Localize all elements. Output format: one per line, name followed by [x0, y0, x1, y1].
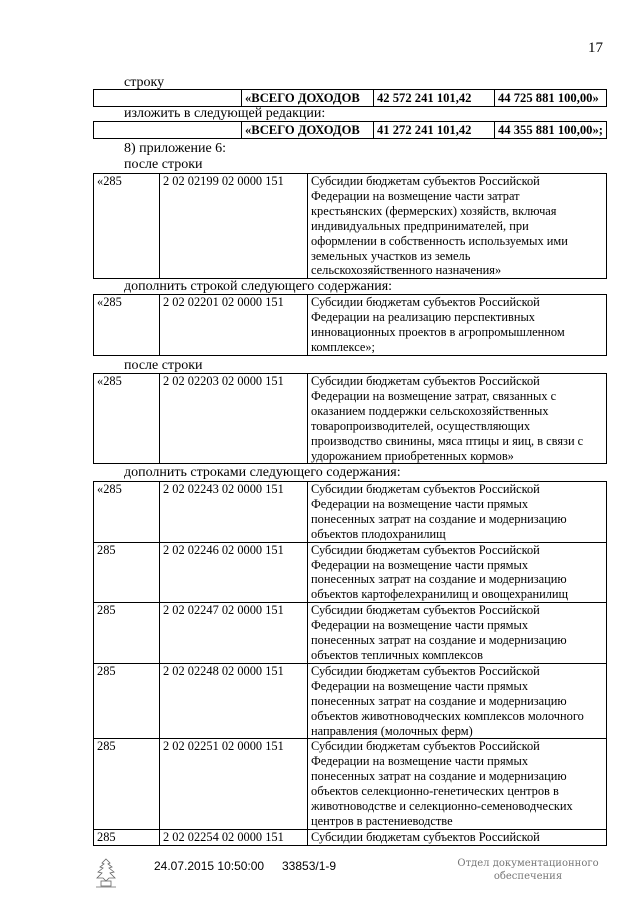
kbk-code-cell: 2 02 02247 02 0000 151 [160, 603, 308, 664]
description-line: Федерации на реализацию перспективных [311, 309, 535, 324]
line-izlozhit: изложить в следующей редакции: [124, 106, 326, 121]
description-cell [308, 829, 607, 845]
stamp-line-2: обеспечения [493, 871, 563, 882]
table-row [94, 739, 607, 829]
line-dopolnit-strokami: дополнить строками следующего содержания: [124, 465, 401, 480]
description-line: земельных участков из земель [311, 248, 471, 263]
page-number: 17 [588, 40, 603, 56]
totals-table-old [93, 89, 607, 107]
description-line: оформлении в собственность используемых ими [311, 233, 568, 248]
kbk-code-cell: 2 02 02199 02 0000 151 [160, 174, 308, 279]
table-row [94, 482, 607, 543]
admin-code-cell: «285 [94, 482, 160, 543]
description-line: индивидуальных предпринимателей, при [311, 218, 529, 233]
kbk-code-cell: 2 02 02243 02 0000 151 [160, 482, 308, 543]
description-line: центров в растениеводстве [311, 813, 453, 828]
description-cell [308, 603, 607, 664]
description-line: Субсидии бюджетам субъектов Российской [311, 542, 540, 557]
description-line: Субсидии бюджетам субъектов Российской [311, 174, 540, 188]
description-line: понесенных затрат на создание и модернизацию [311, 633, 567, 648]
table-row [94, 374, 607, 464]
description-line: Федерации на возмещение части прямых [311, 754, 529, 769]
coat-of-arms-icon [92, 857, 120, 889]
description-line: понесенных затрат на создание и модернизацию [311, 511, 567, 526]
description-line: сельскохозяйственного назначения» [311, 263, 502, 278]
description-cell [308, 295, 607, 356]
table-row [94, 829, 607, 845]
line-stroku: строку [124, 75, 165, 90]
admin-code-cell: 285 [94, 542, 160, 603]
description-line: животноводстве и селекционно-семеноводческих [311, 799, 573, 814]
kbk-code-cell: 2 02 02248 02 0000 151 [160, 663, 308, 739]
description-line: крестьянских (фермерских) хозяйств, включая [311, 203, 557, 218]
description-line: Субсидии бюджетам субъектов Российской [311, 482, 540, 496]
description-line: Субсидии бюджетам субъектов Российской [311, 739, 540, 754]
description-line: Субсидии бюджетам субъектов Российской [311, 603, 540, 618]
line-posle-stroki-2: после строки [124, 358, 203, 373]
totals-value-1: 42 572 241 101,42 [374, 90, 495, 107]
footer-datetime: 24.07.2015 10:50:00 [154, 859, 265, 873]
description-line: товаропроизводителей, осуществляющих [311, 418, 531, 433]
totals-label: «ВСЕГО ДОХОДОВ [242, 90, 374, 107]
description-cell [308, 663, 607, 739]
description-line: Субсидии бюджетам субъектов Российской [311, 663, 540, 678]
description-line: объектов селекционно-генетических центров в [311, 784, 559, 799]
totals-value-2: 44 355 881 100,00»; [495, 122, 607, 139]
kbk-code-cell: 2 02 02254 02 0000 151 [160, 829, 308, 845]
admin-code-cell: 285 [94, 603, 160, 664]
totals-label: «ВСЕГО ДОХОДОВ [242, 122, 374, 139]
description-line: объектов плодохранилищ [311, 526, 446, 541]
table-row [94, 295, 607, 356]
description-line: оказанием поддержки сельскохозяйственных [311, 403, 549, 418]
table-added-row [93, 294, 607, 356]
totals-value-1: 41 272 241 101,42 [374, 122, 495, 139]
description-line: объектов животноводческих комплексов молочного [311, 708, 584, 723]
description-cell [308, 739, 607, 829]
table-row [94, 174, 607, 279]
description-line: комплексе»; [311, 339, 376, 354]
description-cell [308, 174, 607, 279]
table-after-row [93, 173, 607, 279]
description-line: Федерации на возмещение части прямых [311, 496, 529, 511]
description-line: Субсидии бюджетам субъектов Российской [311, 295, 540, 309]
table-added-rows [93, 481, 607, 846]
description-line: Субсидии бюджетам субъектов Российской [311, 829, 540, 844]
description-line: Федерации на возмещение части прямых [311, 678, 529, 693]
description-line: Субсидии бюджетам субъектов Российской [311, 374, 540, 388]
line-posle-stroki: после строки [124, 157, 203, 172]
kbk-code-cell: 2 02 02201 02 0000 151 [160, 295, 308, 356]
description-line: понесенных затрат на создание и модернизацию [311, 693, 567, 708]
totals-empty-cell [94, 90, 242, 107]
table-after-row-2 [93, 373, 607, 464]
admin-code-cell: 285 [94, 739, 160, 829]
footer-docnum: 33853/1-9 [282, 859, 337, 873]
stamp-line-1: Отдел документационного [457, 858, 599, 869]
description-cell [308, 374, 607, 464]
description-cell [308, 542, 607, 603]
admin-code-cell: «285 [94, 295, 160, 356]
admin-code-cell: 285 [94, 663, 160, 739]
description-line: объектов картофелехранилищ и овощехранилищ [311, 587, 569, 602]
table-row [94, 603, 607, 664]
kbk-code-cell: 2 02 02203 02 0000 151 [160, 374, 308, 464]
description-line: производство свинины, мяса птицы и яиц, в связи с [311, 433, 584, 448]
line-dopolnit-strokoj: дополнить строкой следующего содержания: [124, 279, 393, 294]
admin-code-cell: «285 [94, 374, 160, 464]
table-row [94, 663, 607, 739]
description-line: инновационных проектов в агропромышленном [311, 324, 565, 339]
description-line: Федерации на возмещение части прямых [311, 557, 529, 572]
table-row [94, 542, 607, 603]
description-line: понесенных затрат на создание и модернизацию [311, 572, 567, 587]
kbk-code-cell: 2 02 02246 02 0000 151 [160, 542, 308, 603]
totals-value-2: 44 725 881 100,00» [495, 90, 607, 107]
item-8-heading: 8) приложение 6: [124, 141, 227, 156]
description-line: объектов тепличных комплексов [311, 647, 483, 662]
description-line: Федерации на возмещение части затрат [311, 188, 520, 203]
admin-code-cell: «285 [94, 174, 160, 279]
description-line: направления (молочных ферм) [311, 723, 473, 738]
description-cell [308, 482, 607, 543]
description-line: понесенных затрат на создание и модернизацию [311, 769, 567, 784]
description-line: удорожанием приобретенных кормов» [311, 448, 514, 463]
description-line: Федерации на возмещение части прямых [311, 618, 529, 633]
admin-code-cell: 285 [94, 829, 160, 845]
totals-table-new [93, 121, 607, 139]
department-stamp [448, 857, 608, 883]
totals-empty-cell [94, 122, 242, 139]
description-line: Федерации на возмещение затрат, связанных с [311, 388, 557, 403]
kbk-code-cell: 2 02 02251 02 0000 151 [160, 739, 308, 829]
